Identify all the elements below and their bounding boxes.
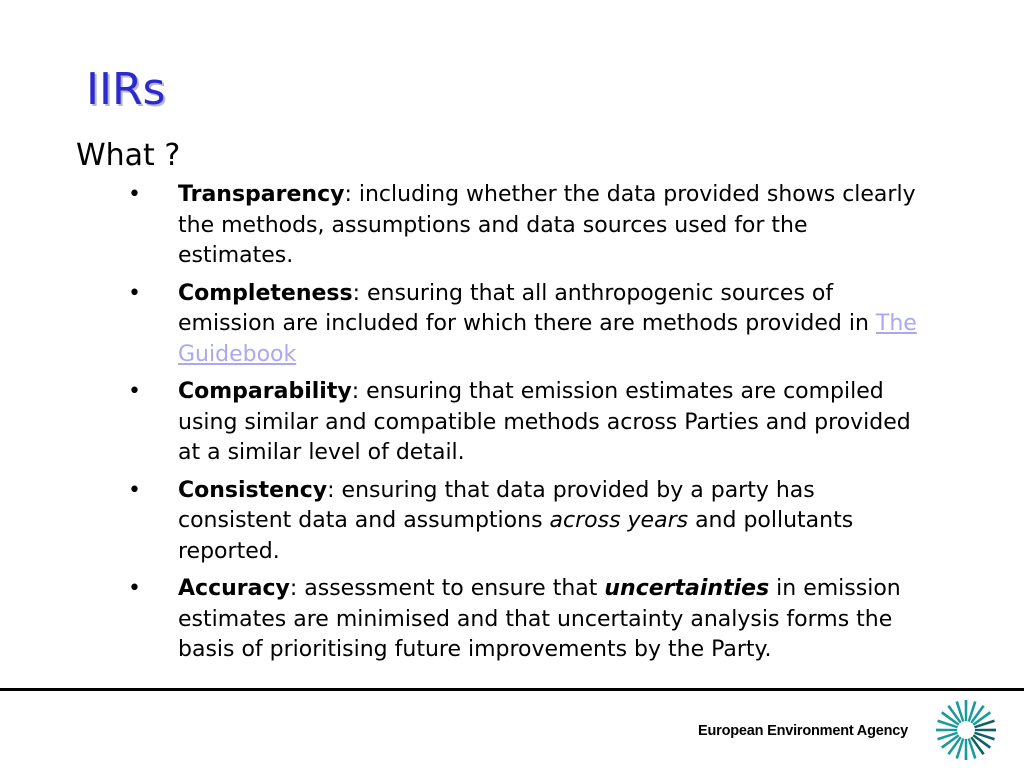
definition-accuracy-start: : assessment to ensure that [289,576,605,601]
bullet-marker: • [128,576,141,601]
bullet-accuracy [128,574,928,666]
bullet-transparency [128,180,928,272]
logo-ray [965,700,968,721]
definition-completeness: : ensuring that all anthropogenic sources of emission are included for which there are methods provided in [178,280,876,336]
term-transparency: Transparency [178,182,345,207]
term-completeness: Completeness [178,280,353,306]
term-consistency: Consistency [178,477,328,503]
eea-logo-icon [932,697,1000,761]
bullet-list [128,180,928,673]
bullet-marker: • [128,280,141,306]
bullet-marker: • [128,477,141,503]
bullet-completeness [128,279,928,371]
section-subheading: What ? [76,138,181,173]
logo-ray [965,739,968,760]
slide-title: IIRs [86,64,166,115]
bullet-consistency [128,476,928,568]
footer-divider [0,688,1024,691]
term-comparability: Comparability [178,379,352,404]
bullet-marker: • [128,379,141,404]
definition-accuracy-end: in emission estimates are minimised and that uncertainty analysis forms the basis of prioritising future improvements by the Party. [178,576,901,662]
definition-comparability: : ensuring that emission estimates are compiled using similar and compatible methods across Parties and provided at a similar level of detail. [178,379,911,465]
bullet-comparability [128,377,928,469]
bullet-marker: • [128,182,141,207]
logo-ray [936,729,957,732]
guidebook-link[interactable]: The Guidebook [178,311,917,367]
footer-organization-name: European Environment Agency [698,723,908,739]
emphasis-across-years: across years [549,508,689,533]
definition-consistency-end: and pollutants reported. [178,508,854,564]
term-accuracy: Accuracy [178,576,290,601]
emphasis-uncertainties: uncertainties [604,576,770,601]
definition-consistency-start: : ensuring that data provided by a party has consistent data and assumptions [178,477,815,533]
logo-ray [975,729,996,732]
definition-transparency: : including whether the data provided shows clearly the methods, assumptions and data sources used for the estimates. [178,182,916,268]
